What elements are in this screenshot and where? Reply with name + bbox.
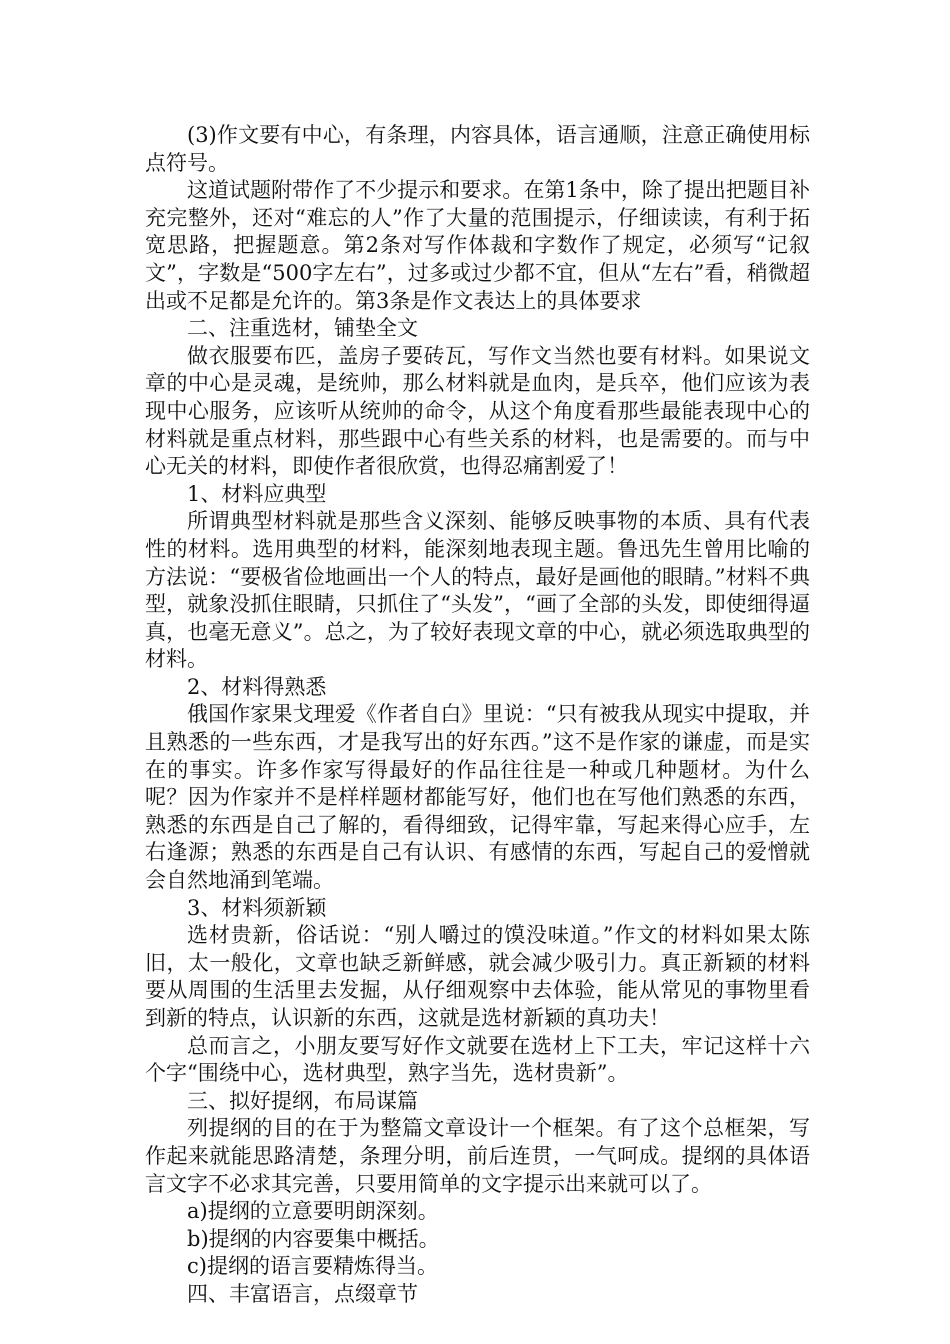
paragraph-familiar: 俄国作家果戈理爱《作者自白》里说：“只有被我从现实中提取，并且熟悉的一些东西，才是我写出的好东西。”这不是作家的谦虚，而是实在的事实。许多作家写得最好的作品往往是一种或几种题材。为什么呢？因为作家并不是样样题材都能写好，他们也在写他们熟悉的东西，熟悉的东西是自己了解的，看得细致，记得牢靠，写起来得心应手，左右逢源；熟悉的东西是自己有认识、有感情的东西，写起自己的爱憎就会自然地涌到笔端。 (145, 702, 810, 893)
paragraph-material-intro: 做衣服要布匹，盖房子要砖瓦，写作文当然也要有材料。如果说文章的中心是灵魂，是统帅，那么材料就是血肉，是兵卒，他们应该为表现中心服务，应该听从统帅的命令，从这个角度看那些最能表现中心的材料就是重点材料，那些跟中心有些关系的材料，也是需要的。而与中心无关的材料，即使作者很欣赏，也得忍痛割爱了！ (145, 343, 810, 479)
paragraph-prompt-analysis: 这道试题附带作了不少提示和要求。在第1条中，除了提出把题目补充完整外，还对“难忘的人”作了大量的范围提示，仔细读读，有利于拓宽思路，把握题意。第2条对写作体裁和字数作了规定，必须写“记叙文”，字数是“500字左右”，过多或过少都不宜，但从“左右”看，稍微超出或不足都是允许的。第3条是作文表达上的具体要求 (145, 178, 810, 313)
paragraph-summary: 总而言之，小朋友要写好作文就要在选材上下工夫，牢记这样十六个字“围绕中心，选材典型，熟字当先，选材贵新”。 (145, 1033, 810, 1086)
subheading-familiar: 2、材料得熟悉 (187, 674, 327, 699)
subheading-novel: 3、材料须新颖 (187, 895, 327, 920)
document-body (145, 122, 810, 1309)
paragraph-outline: 列提纲的目的在于为整篇文章设计一个框架。有了这个总框架，写作起来就能思路清楚，条理分明，前后连贯，一气呵成。提纲的具体语言文字不必求其完善，只要用简单的文字提示出来就可以了。 (145, 1116, 810, 1196)
outline-item-c: c)提纲的语言要精炼得当。 (187, 1254, 438, 1279)
paragraph-requirement-3: (3)作文要有中心，有条理，内容具体，语言通顺，注意正确使用标点符号。 (145, 123, 810, 175)
outline-item-b: b)提纲的内容要集中概括。 (187, 1226, 440, 1251)
section-heading-2: 二、注重选材，铺垫全文 (187, 316, 418, 341)
section-heading-4: 四、丰富语言，点缀章节 (187, 1281, 418, 1306)
paragraph-typical: 所谓典型材料就是那些含义深刻、能够反映事物的本质、具有代表性的材料。选用典型的材料，能深刻地表现主题。鲁迅先生曾用比喻的方法说：“要极省俭地画出一个人的特点，最好是画他的眼睛。”材料不典型，就象没抓住眼睛，只抓住了“头发”，“画了全部的头发，即使细得逼真，也毫无意义”。总之，为了较好表现文章的中心，就必须选取典型的材料。 (145, 509, 810, 672)
subheading-typical: 1、材料应典型 (187, 481, 327, 506)
paragraph-novel: 选材贵新，俗话说：“别人嚼过的馍没味道。”作文的材料如果太陈旧，太一般化，文章也缺乏新鲜感，就会减少吸引力。真正新颖的材料要从周围的生活里去发掘，从仔细观察中去体验，能从常见的事物里看到新的特点，认识新的东西，这就是选材新颖的真功夫！ (145, 923, 810, 1030)
outline-item-a: a)提纲的立意要明朗深刻。 (187, 1199, 439, 1224)
section-heading-3: 三、拟好提纲，布局谋篇 (187, 1088, 418, 1113)
